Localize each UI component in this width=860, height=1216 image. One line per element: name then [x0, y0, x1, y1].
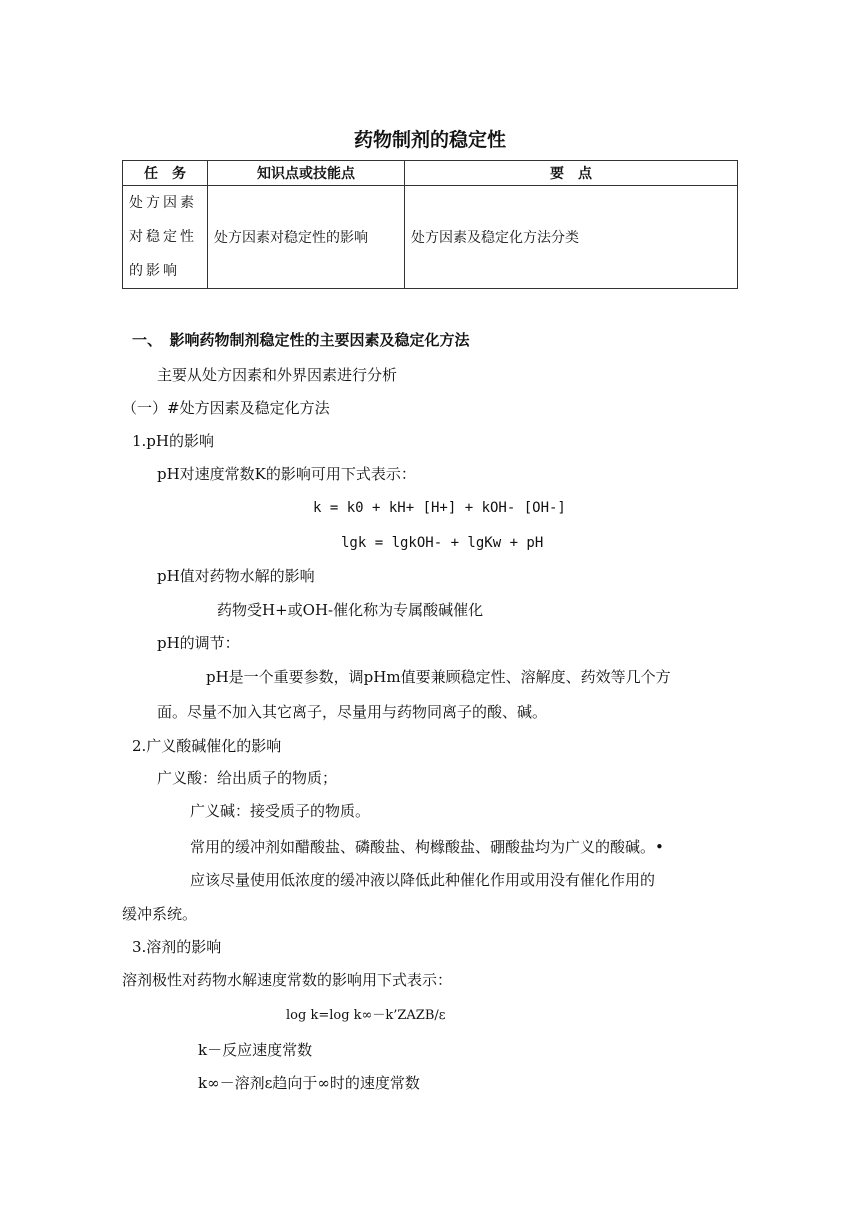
task-table	[122, 160, 738, 289]
item-heading-ph: 1.pH的影响	[132, 432, 214, 450]
paragraph: 应该尽量使用低浓度的缓冲液以降低此种催化作用或用没有催化作用的	[190, 871, 656, 889]
paragraph: k∞－溶剂ε趋向于∞时的速度常数	[198, 1074, 420, 1092]
header-task: 任 务	[123, 161, 208, 186]
page-title: 药物制剂的稳定性	[353, 129, 506, 151]
paragraph: pH的调节：	[157, 634, 240, 652]
paragraph: 主要从处方因素和外界因素进行分析	[157, 366, 398, 384]
cell-knowledge: 处方因素对稳定性的影响	[208, 186, 405, 289]
paragraph: k－反应速度常数	[198, 1041, 313, 1059]
paragraph: pH值对药物水解的影响	[157, 567, 315, 585]
paragraph: 溶剂极性对药物水解速度常数的影响用下式表示：	[122, 971, 453, 989]
header-key-points: 要 点	[405, 161, 738, 186]
paragraph: 常用的缓冲剂如醋酸盐、磷酸盐、枸橼酸盐、硼酸盐均为广义的酸碱。•	[190, 838, 664, 856]
item-heading-acid-base: 2.广义酸碱催化的影响	[132, 737, 282, 755]
table-row	[123, 186, 738, 289]
item-heading-solvent: 3.溶剂的影响	[132, 938, 222, 956]
header-knowledge: 知识点或技能点	[208, 161, 405, 186]
paragraph: pH是一个重要参数，调pHm值要兼顾稳定性、溶解度、药效等几个方	[206, 668, 671, 686]
paragraph: 缓冲系统。	[122, 905, 198, 923]
paragraph: pH对速度常数K的影响可用下式表示：	[157, 465, 416, 483]
cell-task	[123, 186, 208, 289]
paragraph: 广义酸：给出质子的物质；	[157, 769, 338, 787]
paragraph: 广义碱：接受质子的物质。	[190, 802, 371, 820]
paragraph: 药物受H+或OH-催化称为专属酸碱催化	[217, 601, 484, 619]
paragraph: 面。尽量不加入其它离子，尽量用与药物同离子的酸、碱。	[157, 703, 548, 721]
formula-k: k = k0 + kH+ [H+] + kOH- [OH-]	[313, 500, 566, 516]
formula-logk: log k=log k∞－k’ZAZB/ε	[286, 1008, 446, 1023]
table-header-row	[123, 161, 738, 186]
cell-task-text: 处方因素对稳定性的影响	[129, 195, 197, 279]
subsection-heading: （一）#处方因素及稳定化方法	[122, 399, 330, 417]
section-heading-1: 一、 影响药物制剂稳定性的主要因素及稳定化方法	[132, 331, 470, 349]
cell-key-points: 处方因素及稳定化方法分类	[405, 186, 738, 289]
formula-lgk: lgk = lgkOH- + lgKw + pH	[341, 535, 544, 551]
